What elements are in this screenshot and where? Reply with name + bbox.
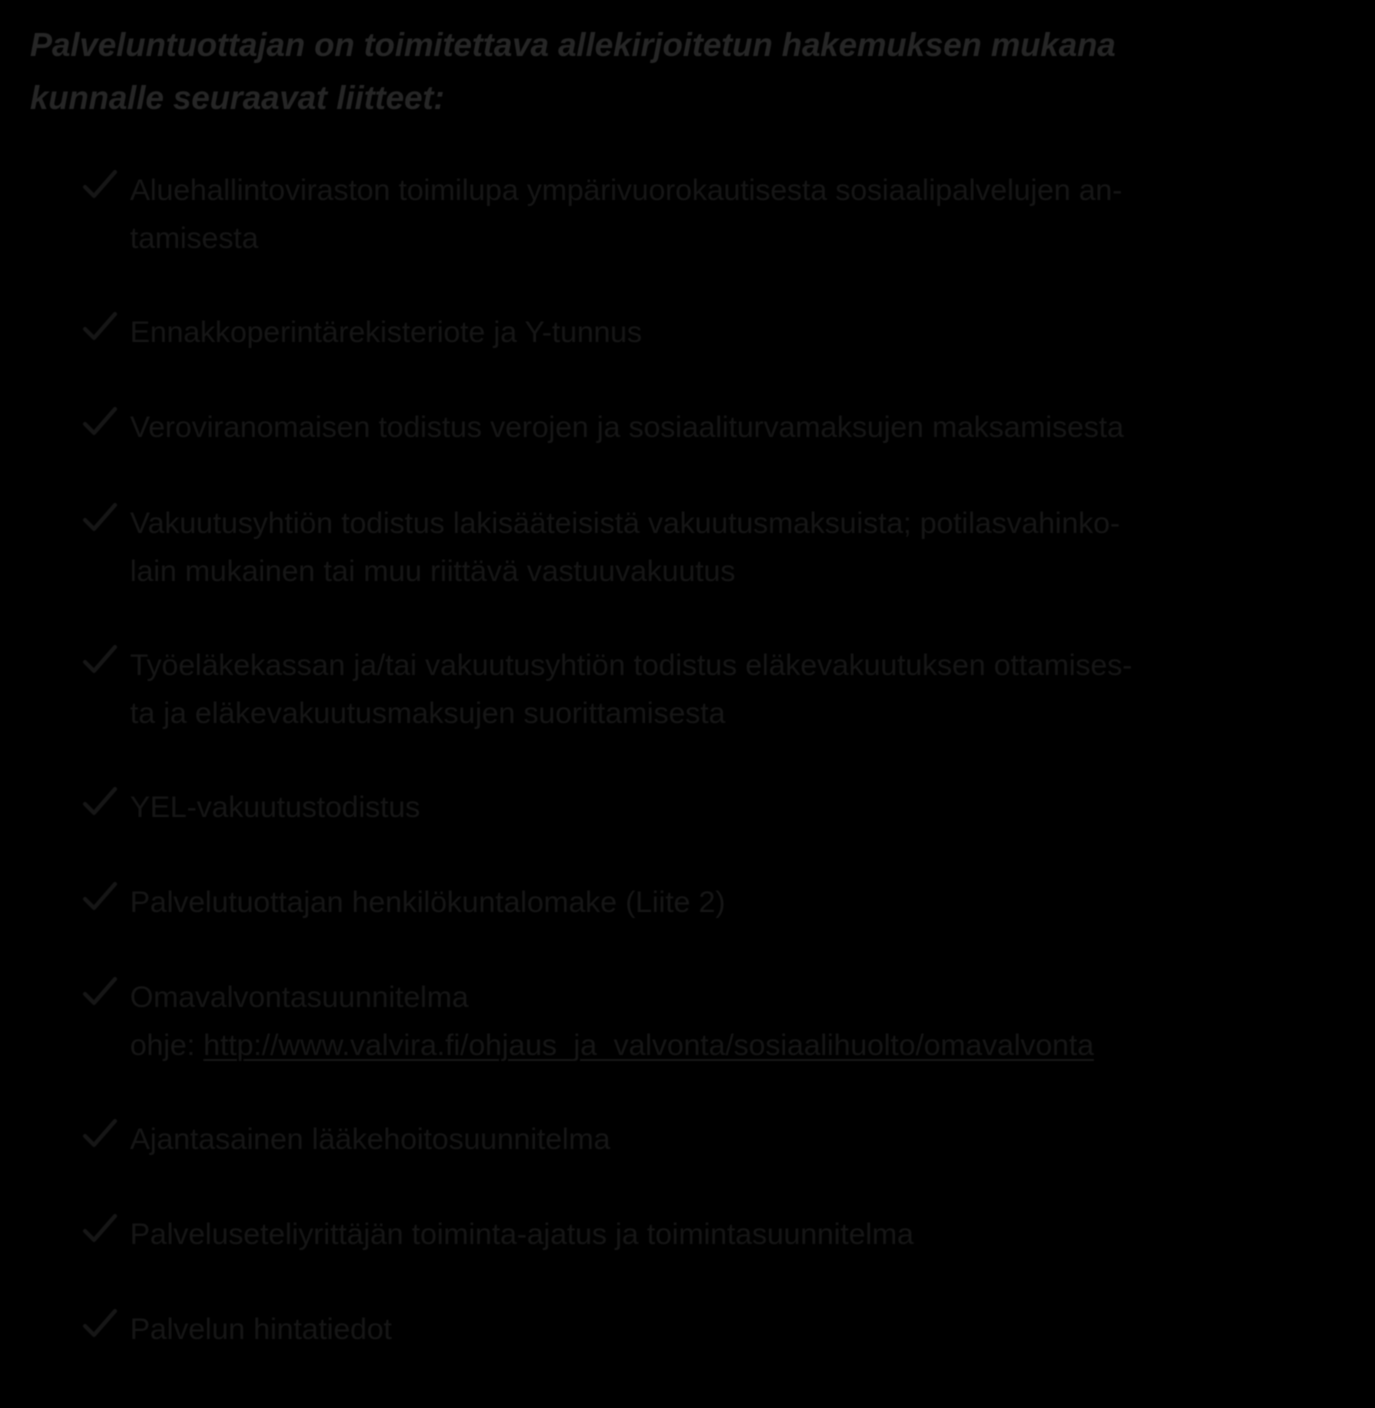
list-item-text [130, 879, 1330, 927]
checkmark-icon [82, 784, 118, 820]
list-item-text [130, 1306, 1330, 1354]
list-item-line: Vakuutusyhtiön todistus lakisääteisistä vakuutusmaksuista; potilasvahinko- [130, 507, 1120, 540]
page-title-line-2: kunnalle seuraavat liitteet: [30, 79, 445, 116]
list-item-line: tamisesta [130, 222, 259, 255]
list-item-line: Aluehallintoviraston toimilupa ympärivuorokautisesta sosiaalipalvelujen an- [130, 174, 1123, 207]
list-item-line: lain mukainen tai muu riittävä vastuuvakuutus [130, 555, 736, 588]
list-item-line: Palvelutuottajan henkilökuntalomake (Liite 2) [130, 886, 726, 919]
checkmark-icon [82, 404, 118, 440]
list-item-line: Ajantasainen lääkehoitosuunnitelma [130, 1123, 611, 1156]
list-item-text [130, 642, 1330, 738]
checkmark-icon [82, 500, 118, 536]
list-item-line: ta ja eläkevakuutusmaksujen suorittamisesta [130, 697, 726, 730]
list-item-text [130, 1211, 1330, 1259]
checkmark-icon [82, 167, 118, 203]
list-item-text [130, 404, 1330, 452]
list-item-line: Palvelun hintatiedot [130, 1313, 392, 1346]
list-item-line: Omavalvontasuunnitelma [130, 981, 469, 1014]
list-item-text [130, 167, 1330, 263]
checkmark-icon [82, 879, 118, 915]
checkmark-icon [82, 1211, 118, 1247]
list-item-line: YEL-vakuutustodistus [130, 791, 421, 824]
list-item-line: Palveluseteliyrittäjän toiminta-ajatus ja toimintasuunnitelma [130, 1218, 914, 1251]
checkmark-icon [82, 309, 118, 345]
omavalvonta-guide-link[interactable]: http://www.valvira.fi/ohjaus_ja_valvonta/sosiaalihuolto/omavalvonta [203, 1029, 1094, 1062]
list-item-text [130, 784, 1330, 832]
list-item-text [130, 1116, 1330, 1164]
page-title [30, 18, 1350, 124]
list-item-text [130, 309, 1330, 357]
checkmark-icon [82, 642, 118, 678]
list-item-line: Ennakkoperintärekisteriote ja Y-tunnus [130, 316, 642, 349]
checkmark-icon [82, 1306, 118, 1342]
list-item-line: Työeläkekassan ja/tai vakuutusyhtiön todistus eläkevakuutuksen ottamises- [130, 649, 1133, 682]
list-item-line: Veroviranomaisen todistus verojen ja sosiaaliturvamaksujen maksamisesta [130, 411, 1124, 444]
list-item-text [130, 500, 1330, 596]
list-item-text [130, 974, 1330, 1070]
checkmark-icon [82, 1116, 118, 1152]
omavalvonta-guide-prefix: ohje: [130, 1029, 204, 1062]
page-title-line-1: Palveluntuottajan on toimitettava allekirjoitetun hakemuksen mukana [30, 26, 1116, 63]
checkmark-icon [82, 974, 118, 1010]
list-item-line [130, 1022, 1330, 1070]
